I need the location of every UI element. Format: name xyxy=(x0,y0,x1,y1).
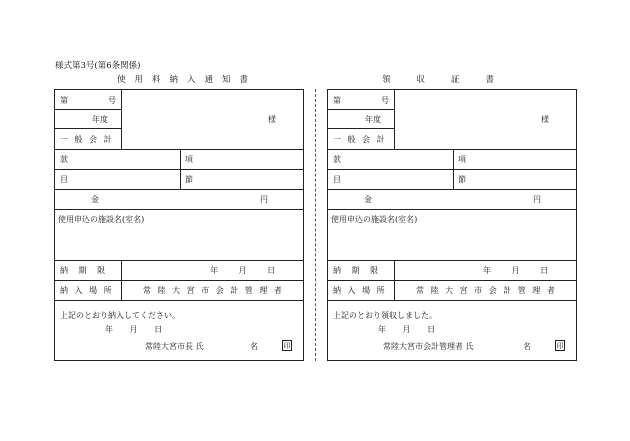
col-divider xyxy=(453,149,454,189)
row-divider xyxy=(328,300,576,301)
ko-label: 項 xyxy=(185,155,193,164)
right-form xyxy=(327,89,577,361)
row-divider xyxy=(328,169,576,170)
left-form-title: 使用料納入通知書 xyxy=(117,75,258,85)
seal-stamp-box: 印 xyxy=(556,342,564,350)
col-divider xyxy=(180,149,181,189)
amount-label: 金 xyxy=(91,195,99,204)
row-divider xyxy=(328,209,576,210)
deadline-date: 年 月 日 xyxy=(210,266,276,275)
row-divider xyxy=(328,280,576,281)
amount-label: 金 xyxy=(364,195,372,204)
col-divider xyxy=(121,260,122,300)
place-value: 常 陸 大 宮 市 会 計 管 理 者 xyxy=(416,286,557,295)
footer-issuer: 常陸大宮市長 氏 xyxy=(145,342,204,351)
footer-date: 年 月 日 xyxy=(105,325,163,334)
row-divider xyxy=(55,149,303,150)
facility-label: 使用申込の施設名(室名) xyxy=(58,215,145,224)
place-value: 常 陸 大 宮 市 会 計 管 理 者 xyxy=(143,286,284,295)
honorific: 様 xyxy=(268,115,276,124)
footer-message: 上記のとおり納入してください。 xyxy=(60,311,180,320)
number-suffix: 号 xyxy=(381,96,389,105)
row-divider xyxy=(328,260,576,261)
setsu-label: 節 xyxy=(458,175,466,184)
row-divider xyxy=(328,128,394,129)
fiscal-year-label: 年度 xyxy=(365,115,381,124)
col-divider xyxy=(121,90,122,149)
moku-label: 目 xyxy=(333,175,341,184)
row-divider xyxy=(55,280,303,281)
row-divider xyxy=(55,109,121,110)
deadline-date: 年 月 日 xyxy=(483,266,549,275)
footer-issuer: 常陸大宮市会計管理者 氏 xyxy=(383,342,474,351)
deadline-label: 納 期 限 xyxy=(60,266,110,275)
deadline-label: 納 期 限 xyxy=(333,266,383,275)
number-suffix: 号 xyxy=(108,96,116,105)
row-divider xyxy=(328,189,576,190)
seal-stamp-box: 印 xyxy=(283,342,291,350)
number-label: 第 xyxy=(333,96,341,105)
account-label: 一 般 会 計 xyxy=(333,135,387,144)
form-number: 様式第3号(第6条関係) xyxy=(55,61,141,71)
place-label: 納 入 場 所 xyxy=(60,286,114,295)
moku-label: 目 xyxy=(60,175,68,184)
kan-label: 款 xyxy=(60,155,68,164)
place-label: 納 入 場 所 xyxy=(333,286,387,295)
yen-label: 円 xyxy=(533,195,541,204)
row-divider xyxy=(328,109,394,110)
col-divider xyxy=(394,260,395,300)
number-label: 第 xyxy=(60,96,68,105)
ko-label: 項 xyxy=(458,155,466,164)
setsu-label: 節 xyxy=(185,175,193,184)
cut-line-divider xyxy=(315,89,316,361)
yen-label: 円 xyxy=(260,195,268,204)
row-divider xyxy=(328,149,576,150)
account-label: 一 般 会 計 xyxy=(60,135,114,144)
facility-label: 使用申込の施設名(室名) xyxy=(331,215,418,224)
footer-name-label: 名 xyxy=(250,342,258,351)
row-divider xyxy=(55,260,303,261)
fiscal-year-label: 年度 xyxy=(92,115,108,124)
left-form xyxy=(54,89,304,361)
footer-name-label: 名 xyxy=(523,342,531,351)
honorific: 様 xyxy=(541,115,549,124)
row-divider xyxy=(55,300,303,301)
row-divider xyxy=(55,189,303,190)
row-divider xyxy=(55,209,303,210)
footer-message: 上記のとおり領収しました。 xyxy=(333,311,437,320)
col-divider xyxy=(394,90,395,149)
kan-label: 款 xyxy=(333,155,341,164)
row-divider xyxy=(55,128,121,129)
row-divider xyxy=(55,169,303,170)
footer-date: 年 月 日 xyxy=(378,325,436,334)
right-form-title: 領収証書 xyxy=(382,75,521,85)
